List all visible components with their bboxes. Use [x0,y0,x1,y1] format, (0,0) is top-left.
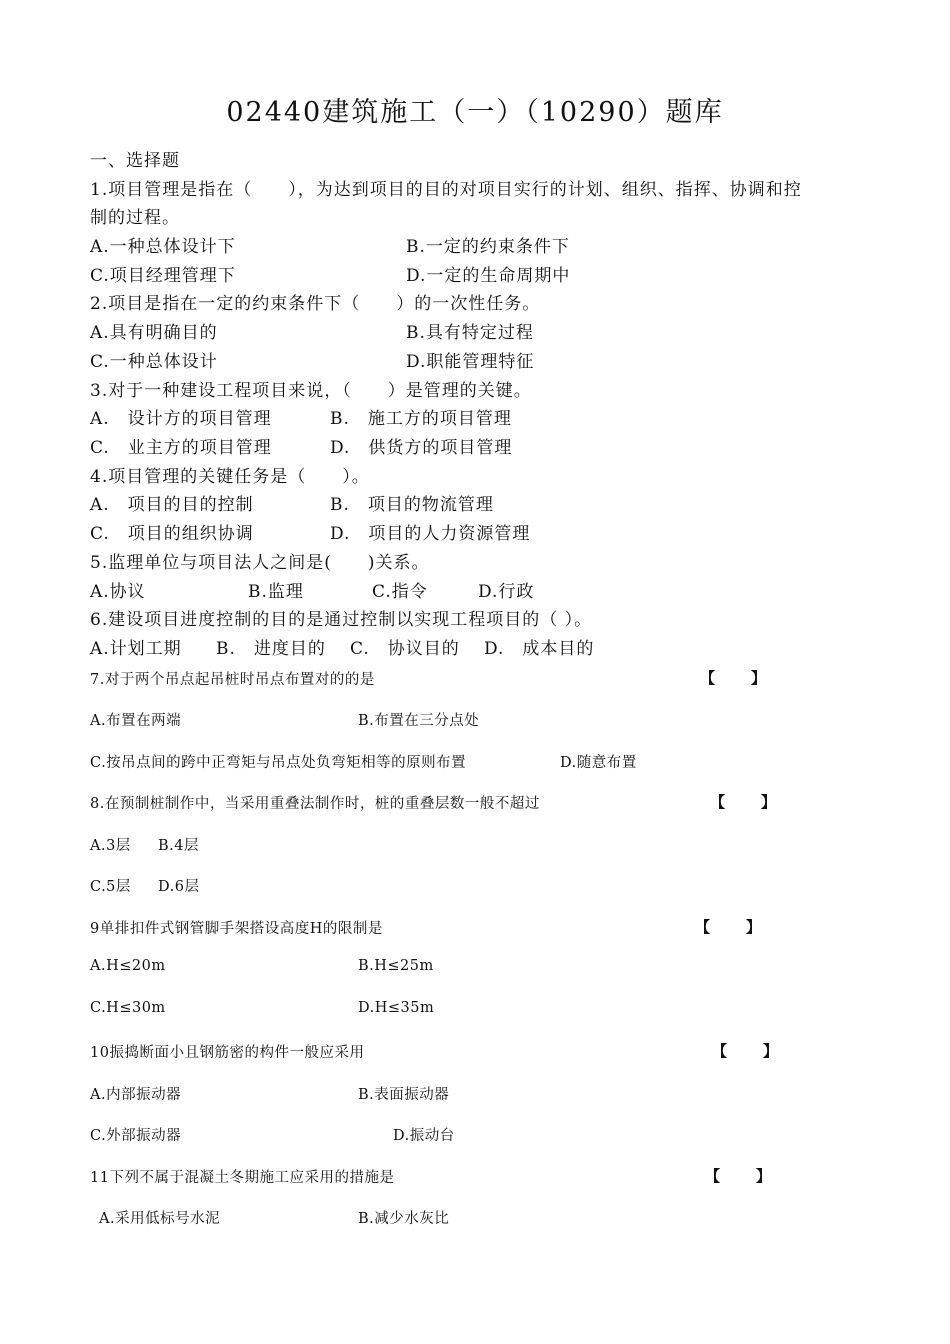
q6-option-b: B. 进度目的 [216,639,326,659]
q4-option-c: C. 项目的组织协调 [90,524,254,544]
question-2: 2.项目是指在一定的约束条件下（ ）的一次性任务。 [90,294,541,314]
question-1-cont: 制的过程。 [90,208,180,228]
question-9: 9单排扣件式钢管脚手架搭设高度H的限制是 [90,921,383,937]
q8-option-d: D.6层 [158,879,200,895]
question-4: 4.项目管理的关键任务是（ ）。 [90,467,370,487]
q2-option-d: D.职能管理特征 [406,352,535,372]
q8-answer-bracket: 【 】 [710,793,779,811]
q1-option-a: A.一种总体设计下 [90,237,236,257]
q2-option-b: B.具有特定过程 [406,323,534,343]
q3-option-b: B. 施工方的项目管理 [330,409,512,429]
question-6: 6.建设项目进度控制的目的是通过控制以实现工程项目的（ ）。 [90,610,593,630]
q5-option-c: C.指令 [372,582,428,602]
q10-answer-bracket: 【 】 [712,1042,781,1060]
q5-option-b: B.监理 [248,582,304,602]
q9-option-a: A.H≤20m [90,958,166,974]
q3-option-d: D. 供货方的项目管理 [330,438,513,458]
q6-option-a: A.计划工期 [90,639,182,659]
q10-option-b: B.表面振动器 [358,1087,450,1103]
q8-option-b: B.4层 [158,838,199,854]
q10-option-d: D.振动台 [393,1128,455,1144]
question-1: 1.项目管理是指在（ ），为达到项目的目的对项目实行的计划、组织、指挥、协调和控 [90,180,802,200]
q11-option-b: B.减少水灰比 [358,1211,450,1227]
q11-option-a: A.采用低标号水泥 [99,1211,221,1227]
q9-option-c: C.H≤30m [90,1000,166,1016]
q9-option-b: B.H≤25m [358,958,434,974]
q7-option-b: B.布置在三分点处 [358,713,480,729]
question-7: 7.对于两个吊点起吊桩时吊点布置对的的是 [90,672,375,688]
q5-option-d: D.行政 [478,582,535,602]
q4-option-b: B. 项目的物流管理 [330,495,494,515]
q9-answer-bracket: 【 】 [695,918,764,936]
q2-option-c: C.一种总体设计 [90,352,218,372]
question-11: 11下列不属于混凝土冬期施工应采用的措施是 [90,1170,395,1186]
q1-option-d: D.一定的生命周期中 [406,266,571,286]
q9-option-d: D.H≤35m [358,1000,435,1016]
q8-option-c: C.5层 [90,879,131,895]
question-8: 8.在预制桩制作中，当采用重叠法制作时，桩的重叠层数一般不超过 [90,796,540,812]
question-5: 5.监理单位与项目法人之间是( )关系。 [90,553,430,573]
question-10: 10振捣断面小且钢筋密的构件一般应采用 [90,1045,365,1061]
q6-option-d: D. 成本目的 [484,639,595,659]
q4-option-a: A. 项目的目的控制 [90,495,254,515]
q1-option-c: C.项目经理管理下 [90,266,236,286]
q7-answer-bracket: 【 】 [700,669,769,687]
q4-option-d: D. 项目的人力资源管理 [330,524,531,544]
q1-option-b: B.一定的约束条件下 [406,237,570,257]
q7-option-d: D.随意布置 [560,755,637,771]
q10-option-c: C.外部振动器 [90,1128,182,1144]
q11-answer-bracket: 【 】 [705,1167,774,1185]
question-3: 3.对于一种建设工程项目来说，（ ）是管理的关键。 [90,381,532,401]
q10-option-a: A.内部振动器 [90,1087,182,1103]
q3-option-a: A. 设计方的项目管理 [90,409,272,429]
q8-option-a: A.3层 [90,838,131,854]
q6-option-c: C. 协议目的 [350,639,460,659]
section-heading: 一、选择题 [90,151,180,171]
q2-option-a: A.具有明确目的 [90,323,218,343]
q3-option-c: C. 业主方的项目管理 [90,438,272,458]
q5-option-a: A.协议 [90,582,146,602]
q7-option-a: A.布置在两端 [90,713,182,729]
page-title: 02440建筑施工（一）（10290）题库 [226,97,724,128]
q7-option-c: C.按吊点间的跨中正弯矩与吊点处负弯矩相等的原则布置 [90,755,467,771]
